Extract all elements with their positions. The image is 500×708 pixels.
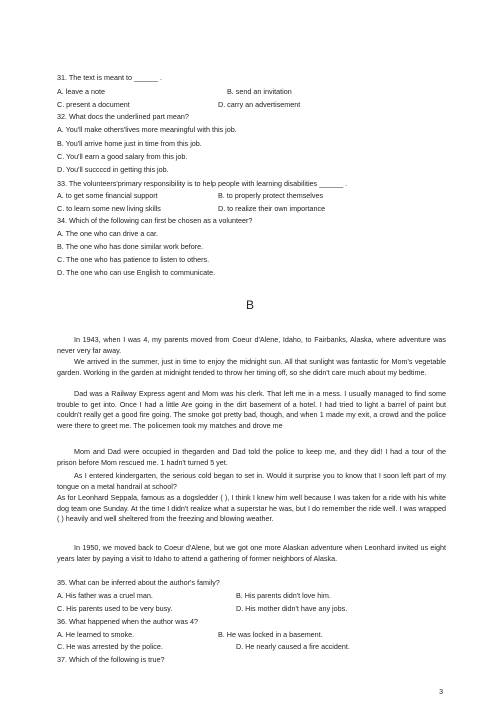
- question-33-option-b: B. to properly protect themselves: [218, 191, 324, 200]
- question-31-option-c: C. present a document: [57, 100, 130, 109]
- question-33-option-d: D. to realize their own importance: [218, 204, 326, 213]
- passage-paragraph: In 1943, when I was 4, my parents moved from Coeur d'Alene, Idaho, to Fairbanks, Alaska, where adventure was never very far away.: [57, 335, 446, 355]
- question-35-option-d: D. His mother didn't have any jobs.: [236, 604, 348, 613]
- passage-paragraph: In 1950, we moved back to Coeur d'Alene, but we got one more Alaskan adventure when Leonhard invited us eight years later by paying a visit to Idaho to attend a gathering of former neighbors of Alaska.: [57, 543, 446, 563]
- question-34-option-b: B. The one who has done similar work before.: [57, 242, 204, 251]
- question-33-option-a: A. to get some financial support: [57, 191, 158, 200]
- question-36-option-b: B. He was locked in a basement.: [218, 630, 323, 639]
- question-31-stem: 31. The text is meant to ______ .: [57, 73, 162, 82]
- question-32-option-c: C. You'll earn a good salary from this job.: [57, 152, 188, 161]
- question-32-option-b: B. You'll arrive home just in time from this job.: [57, 139, 202, 148]
- question-37-stem: 37. Which of the following is true?: [57, 655, 165, 664]
- passage-paragraph: Dad was a Railway Express agent and Mom was his clerk. That left me in a mess. I usually managed to find some trouble to get into. Once I had a little Are going in the dirt basement of a hotel. I had tried to light a barrel of paint but couldn't really get a good fire going. The smoke got pretty bad, though, and when 1 made my exit, a crowd and the police were there to greet me. The policemen took my matches and drove me: [57, 389, 446, 430]
- question-32-stem: 32. What docs the underlined part mean?: [57, 112, 189, 121]
- question-34-stem: 34. Which of the following can first be chosen as a volunteer?: [57, 216, 253, 225]
- question-35-stem: 35. What can be inferred about the author's family?: [57, 578, 220, 587]
- question-34-option-d: D. The one who can use English to communicate.: [57, 268, 216, 277]
- question-34-option-c: C. The one who has patience to listen to others.: [57, 255, 210, 264]
- question-36-stem: 36. What happened when the author was 4?: [57, 617, 199, 626]
- page-number: 3: [439, 689, 443, 696]
- question-31-option-a: A. leave a note: [57, 87, 105, 96]
- question-33-option-c: C. to learn some new living skills: [57, 204, 161, 213]
- question-36-option-c: C. He was arrested by the police.: [57, 642, 163, 651]
- section-heading: B: [245, 298, 254, 312]
- question-32-option-a: A. You'll make others'lives more meaningful with this job.: [57, 125, 237, 134]
- passage-paragraph: Mom and Dad were occupied in thegarden and Dad told the police to keep me, and they did! I had a tour of the prison before Mom rescued me. 1 hadn't turned 5 yet.: [57, 447, 446, 467]
- question-35-option-c: C. His parents used to be very busy.: [57, 604, 173, 613]
- passage-paragraph: As for Leonhard Seppala, famous as a dogsledder ( ), I think I knew him well because I was taken for a ride with his white dog team one Sunday. At the time I didn't realize what a superstar he was, but I do remember the ride well. I was wrapped ( ) heavily and well sheltered from the freezing and blowing weather.: [57, 493, 446, 523]
- passage-paragraph: As I entered kindergarten, the serious cold began to set in. Would it surprise you to know that I soon left part of my tongue on a metal handrail at school?: [57, 471, 446, 491]
- question-32-option-d: D. You'll succccd in getting this job.: [57, 165, 169, 174]
- question-35-option-a: A. His father was a cruel man.: [57, 591, 153, 600]
- question-31-option-d: D. carry an advertisement: [218, 100, 301, 109]
- question-34-option-a: A. The one who can drive a car.: [57, 229, 158, 238]
- question-33-stem: 33. The volunteers'primary responsibility is to help people with learning disabilities ______ .: [57, 179, 348, 188]
- question-31-option-b: B. send an invitation: [227, 87, 292, 96]
- question-36-option-a: A. He learned to smoke.: [57, 630, 135, 639]
- question-35-option-b: B. His parents didn't love him.: [236, 591, 331, 600]
- passage-paragraph: We arrived in the summer, just in time to enjoy the midnight sun. All that sunlight was fantastic for Mom's vegetable garden. Working in the garden at midnight tended to throw her timing off, so she didn't care much about my bedtime.: [57, 357, 446, 377]
- question-36-option-d: D. He nearly caused a fire accident.: [236, 642, 350, 651]
